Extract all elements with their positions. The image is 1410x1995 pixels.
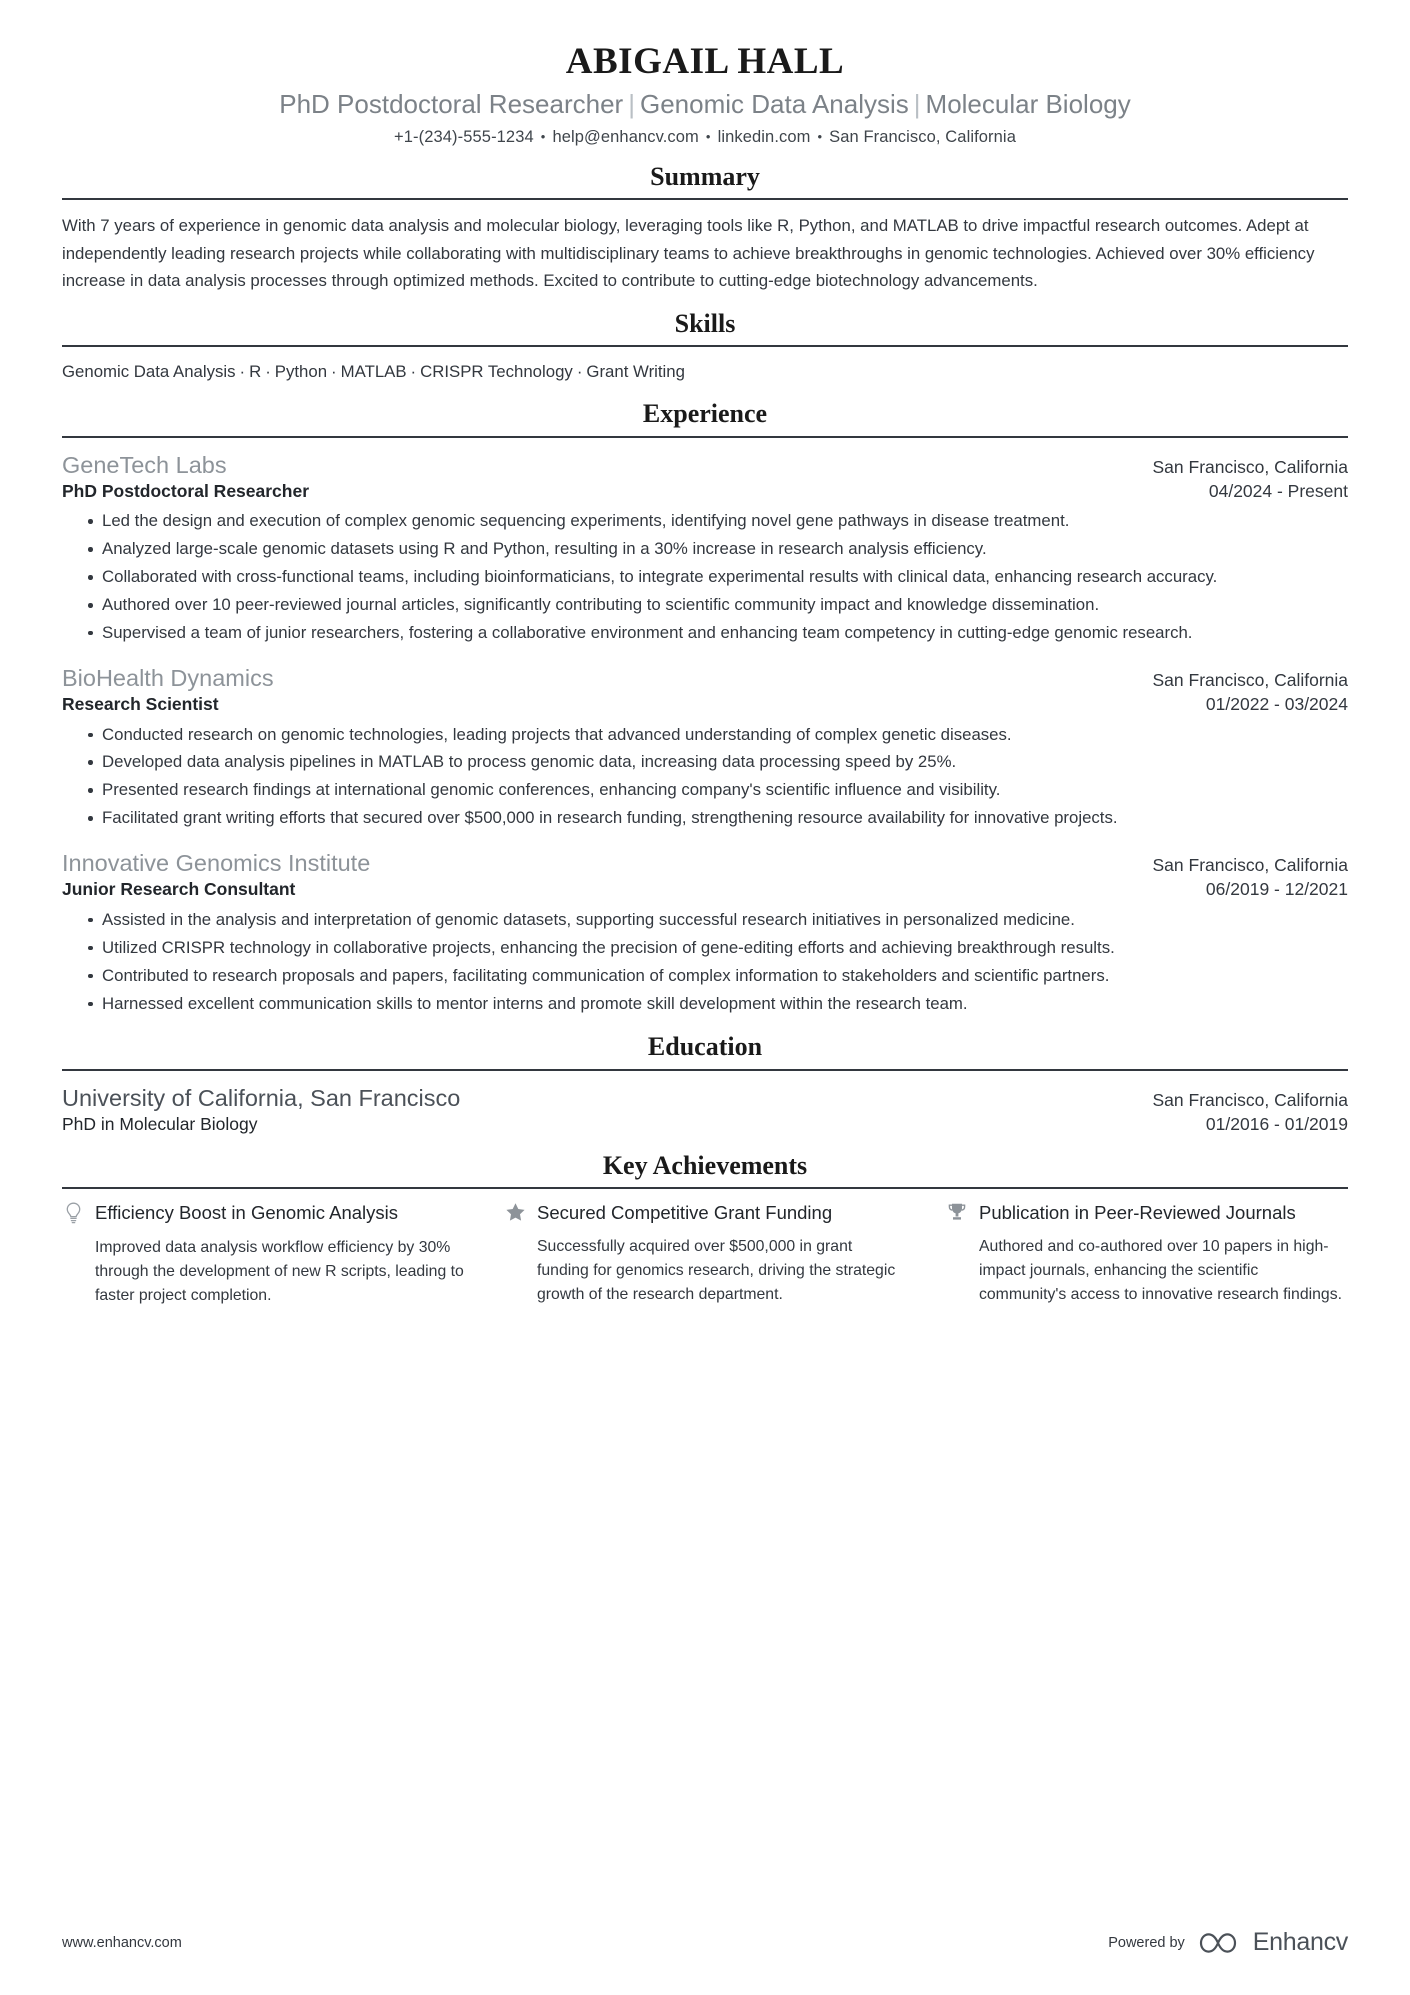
enhancv-mark-icon: [1198, 1930, 1244, 1956]
experience-entry-toprow: [62, 663, 1348, 693]
star-icon: [504, 1202, 526, 1230]
experience-entry: [62, 450, 1348, 647]
bullet-item: Led the design and execution of complex genomic sequencing experiments, identifying novel gene pathways in disease treatment.: [88, 508, 1348, 535]
bullet-item: Harnessed excellent communication skills to mentor interns and promote skill development within the research team.: [88, 991, 1348, 1018]
skill-separator: ·: [265, 362, 271, 382]
summary-section-title: Summary: [650, 162, 760, 192]
contact-phone: +1-(234)-555-1234: [394, 128, 534, 147]
skill-item: R: [249, 362, 262, 382]
experience-location: San Francisco, California: [1152, 456, 1348, 477]
bullet-item: Authored over 10 peer-reviewed journal articles, significantly contributing to scientific community impact and knowledge dissemination.: [88, 592, 1348, 619]
experience-dates: 01/2022 - 03/2024: [1205, 693, 1348, 714]
bullet-item: Assisted in the analysis and interpretation of genomic datasets, supporting successful research initiatives in personalized medicine.: [88, 907, 1348, 934]
experience-section-title: Experience: [642, 399, 768, 429]
experience-entry-bottomrow: [62, 480, 1348, 503]
contact-email[interactable]: help@enhancv.com: [552, 128, 699, 147]
bullet-item: Supervised a team of junior researchers, fostering a collaborative environment and enhancing team competency in cutting-edge genomic research.: [88, 620, 1348, 647]
bullet-item: Contributed to research proposals and papers, facilitating communication of complex information to stakeholders and scientific partners.: [88, 963, 1348, 990]
footer-website-url[interactable]: www.enhancv.com: [62, 1934, 182, 1951]
contact-location: San Francisco, California: [829, 128, 1016, 147]
headline-separator-1: |: [628, 89, 635, 120]
bullet-item: Collaborated with cross-functional teams, including bioinformaticians, to integrate experimental results with clinical data, enhancing research accuracy.: [88, 564, 1348, 591]
achievements-divider: [62, 1187, 1348, 1189]
skill-item: CRISPR Technology: [420, 362, 573, 382]
enhancv-logo: [1198, 1928, 1348, 1957]
skill-item: Genomic Data Analysis: [62, 362, 236, 382]
experience-entry-toprow: [62, 450, 1348, 480]
education-entry: [62, 1083, 1348, 1136]
contact-separator-2: •: [705, 129, 711, 145]
skill-separator: ·: [331, 362, 337, 382]
summary-section: [62, 161, 1348, 294]
achievement-description: Successfully acquired over $500,000 in grant funding for genomics research, driving the strategic growth of the research department.: [537, 1237, 896, 1303]
education-degree: PhD in Molecular Biology: [62, 1114, 258, 1135]
headline-part-1: PhD Postdoctoral Researcher: [279, 89, 624, 120]
experience-bullets: [62, 508, 1348, 646]
education-entry-toprow: [62, 1083, 1348, 1114]
bullet-item: Analyzed large-scale genomic datasets using R and Python, resulting in a 30% increase in research analysis efficiency.: [88, 536, 1348, 563]
experience-location: San Francisco, California: [1152, 855, 1348, 876]
resume-header: [62, 40, 1348, 147]
education-section: [62, 1031, 1348, 1135]
achievement-description: Improved data analysis workflow efficiency by 30% through the development of new R scripts, leading to faster project completion.: [95, 1238, 464, 1304]
skill-item: Python: [274, 362, 328, 382]
achievement-header: [946, 1201, 1348, 1229]
education-section-title: Education: [647, 1032, 763, 1062]
achievements-section: [62, 1150, 1348, 1308]
skill-item: Grant Writing: [586, 362, 685, 382]
experience-role: PhD Postdoctoral Researcher: [62, 480, 310, 501]
headline-part-3: Molecular Biology: [925, 89, 1131, 120]
experience-dates: 06/2019 - 12/2021: [1205, 879, 1348, 900]
experience-role: Junior Research Consultant: [62, 879, 296, 900]
headline-part-2: Genomic Data Analysis: [639, 89, 909, 120]
experience-entries: [62, 450, 1348, 1018]
achievement-title: Publication in Peer-Reviewed Journals: [979, 1202, 1296, 1224]
bullet-item: Presented research findings at international genomic conferences, enhancing company's scientific influence and visibility.: [88, 777, 1348, 804]
skills-section: [62, 308, 1348, 384]
education-entry-bottomrow: [62, 1113, 1348, 1136]
experience-organization: BioHealth Dynamics: [62, 664, 274, 691]
achievement-item: [504, 1201, 906, 1308]
experience-role: Research Scientist: [62, 693, 219, 714]
enhancv-wordmark: Enhancv: [1252, 1928, 1348, 1956]
experience-entry: [62, 848, 1348, 1017]
experience-section: [62, 398, 1348, 1017]
education-divider: [62, 1069, 1348, 1071]
footer-branding: [1108, 1928, 1348, 1957]
achievement-header: [504, 1201, 906, 1229]
achievement-item: [62, 1201, 464, 1308]
experience-bullets: [62, 907, 1348, 1018]
experience-location: San Francisco, California: [1152, 669, 1348, 690]
experience-entry-bottomrow: [62, 878, 1348, 901]
lightbulb-icon: [62, 1202, 84, 1231]
achievement-item: [946, 1201, 1348, 1308]
experience-organization: GeneTech Labs: [62, 451, 227, 478]
page-footer: [62, 1928, 1348, 1957]
skill-separator: ·: [239, 362, 246, 382]
achievement-description: Authored and co-authored over 10 papers in high-impact journals, enhancing the scientific community's access to innovative research findings.: [979, 1237, 1342, 1303]
skills-divider: [62, 345, 1348, 347]
contact-linkedin[interactable]: linkedin.com: [717, 128, 811, 147]
bullet-item: Conducted research on genomic technologies, leading projects that advanced understanding of complex genetic diseases.: [88, 722, 1348, 749]
skill-separator: ·: [576, 362, 583, 382]
skill-separator: ·: [410, 362, 417, 382]
experience-divider: [62, 436, 1348, 438]
achievement-title: Efficiency Boost in Genomic Analysis: [95, 1202, 398, 1224]
candidate-headline: [62, 88, 1348, 122]
contact-line: [62, 128, 1348, 147]
education-location: San Francisco, California: [1152, 1089, 1348, 1110]
achievements-grid: [62, 1201, 1348, 1308]
headline-separator-2: |: [913, 89, 921, 120]
experience-organization: Innovative Genomics Institute: [62, 850, 371, 877]
skills-section-title: Skills: [674, 308, 736, 338]
contact-separator-3: •: [817, 129, 823, 145]
education-dates: 01/2016 - 01/2019: [1205, 1114, 1348, 1135]
bullet-item: Facilitated grant writing efforts that secured over $500,000 in research funding, strengthening resource availability for innovative projects.: [88, 805, 1348, 832]
achievement-title: Secured Competitive Grant Funding: [537, 1202, 833, 1224]
candidate-name: ABIGAIL HALL: [565, 41, 845, 82]
achievement-header: [62, 1201, 464, 1230]
achievements-section-title: Key Achievements: [602, 1150, 808, 1180]
experience-entry: [62, 663, 1348, 832]
bullet-item: Utilized CRISPR technology in collaborative projects, enhancing the precision of gene-editing efforts and achieving breakthrough results.: [88, 935, 1348, 962]
experience-entry-bottomrow: [62, 693, 1348, 716]
experience-bullets: [62, 722, 1348, 833]
experience-entry-toprow: [62, 848, 1348, 878]
trophy-icon: [946, 1202, 968, 1230]
powered-by-label: Powered by: [1108, 1934, 1185, 1951]
education-organization: University of California, San Francisco: [62, 1084, 461, 1111]
skills-list: [62, 359, 1348, 384]
experience-dates: 04/2024 - Present: [1208, 480, 1348, 501]
contact-separator-1: •: [540, 129, 546, 145]
bullet-item: Developed data analysis pipelines in MATLAB to process genomic data, increasing data processing speed by 25%.: [88, 749, 1348, 776]
summary-divider: [62, 198, 1348, 200]
skill-item: MATLAB: [340, 362, 407, 382]
summary-text: With 7 years of experience in genomic data analysis and molecular biology, leveraging tools like R, Python, and MATLAB to drive impactful research outcomes. Adept at independently leading research projects while collaborating with multidisciplinary teams to achieve breakthroughs in genomic technologies. Achieved over 30% efficiency increase in data analysis processes through optimized methods. Excited to contribute to cutting-edge biotechnology advancements.: [62, 216, 1315, 290]
